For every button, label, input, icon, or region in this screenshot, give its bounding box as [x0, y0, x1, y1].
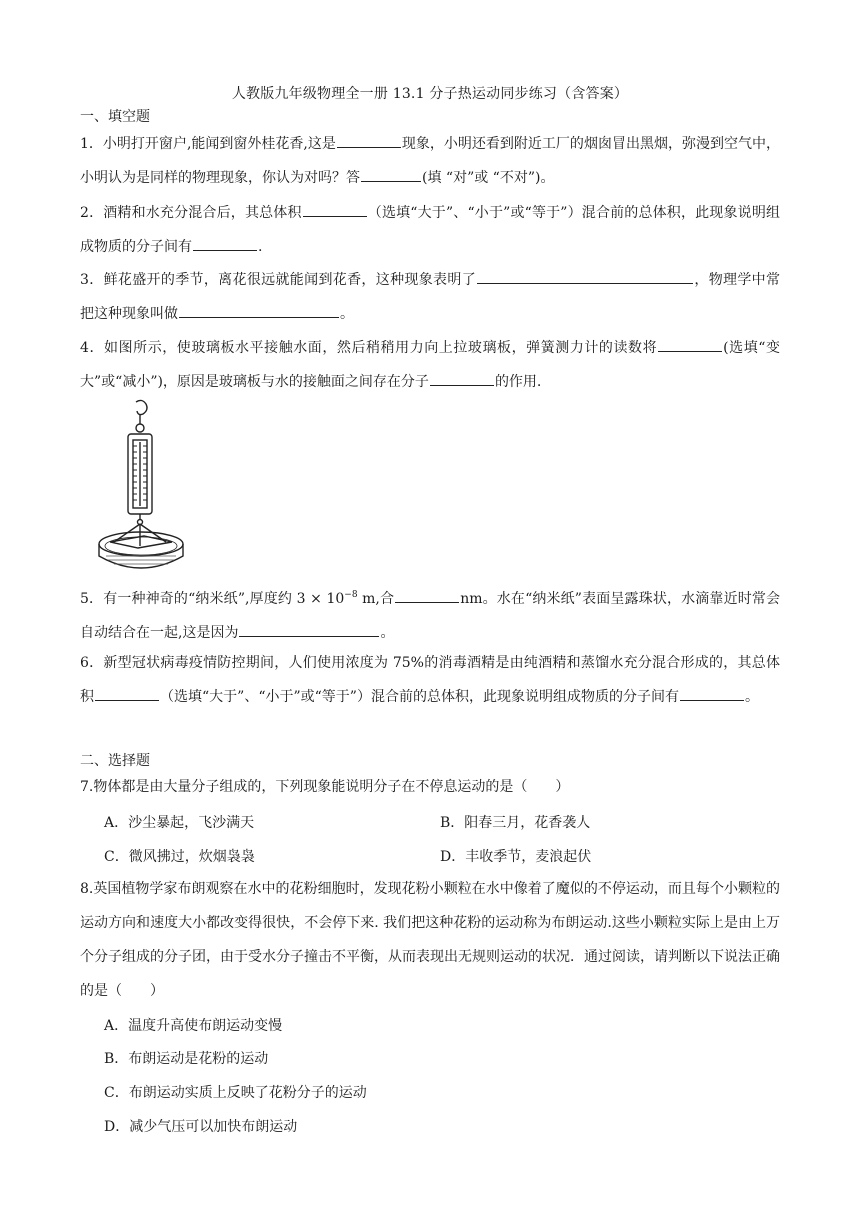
question-3-text-c: 。 [340, 306, 354, 322]
question-7-option-a[interactable]: A．沙尘暴起，飞沙满天 [104, 815, 255, 831]
question-8-stem: 8.英国植物学家布朗观察在水中的花粉细胞时，发现花粉小颗粒在水中像着了魔似的不停运动，而且每个小颗粒的运动方向和速度大小都改变得很快，不会停下来. 我们把这种花粉的运动称为布朗运动.这些小颗粒实际上是由上万个分子组成的分子团，由于受水分子撞击不平衡，从而表现出无规则运动的状况．通过阅读，请判断以下说法正确的是（ ） [80, 881, 780, 999]
question-6 [80, 646, 780, 714]
question-5-blank-2[interactable] [239, 622, 379, 637]
question-3 [80, 263, 780, 331]
question-5-text-c: 。 [380, 625, 395, 641]
question-1-blank-2[interactable] [361, 167, 421, 182]
question-3-blank-1[interactable] [477, 269, 693, 284]
question-4-number: 4． [80, 340, 105, 356]
question-2-text-a: 酒精和水充分混合后，其总体积 [103, 205, 302, 221]
question-6-text-b: （选填“大于”、“小于”或“等于”）混合前的总体积，此现象说明组成物质的分子间有 [160, 689, 679, 705]
question-2-text-c: . [258, 239, 263, 255]
question-4-blank-1[interactable] [658, 337, 722, 352]
question-5-text-a: 有一种神奇的“纳米纸”,厚度约 [103, 591, 293, 607]
question-4-text-a: 如图所示，使玻璃板水平接触水面，然后稍稍用力向上拉玻璃板，弹簧测力计的读数将 [104, 340, 658, 356]
question-6-number: 6． [80, 655, 104, 671]
section-multiple-choice: 二、选择题 [80, 753, 150, 769]
question-2-text-b: （选填“大于”、“小于”或“等于”）混合前的总体积，此现象说明组成物质的分子间有 [80, 205, 780, 255]
question-8-option-a[interactable]: A．温度升高使布朗运动变慢 [104, 1018, 283, 1034]
question-1-text-b: 现象，小明还看到附近工厂的烟囱冒出黑烟，弥漫到空气中，小明认为是同样的物理现象，你认为对吗？答 [80, 136, 780, 186]
question-6-text-c: 。 [744, 689, 759, 705]
question-2 [80, 196, 780, 264]
question-3-text-b: ，物理学中常把这种现象叫做 [80, 272, 781, 322]
question-2-blank-2[interactable] [193, 236, 257, 251]
question-5-math-exponent: −8 [344, 590, 358, 600]
question-7-option-d[interactable]: D．丰收季节，麦浪起伏 [440, 849, 592, 865]
question-2-number: 2． [80, 205, 104, 221]
question-1 [80, 127, 780, 195]
question-1-blank-1[interactable] [337, 133, 401, 148]
question-4-blank-2[interactable] [430, 371, 494, 386]
question-1-text-a: 小明打开窗户,能闻到窗外桂花香,这是 [102, 136, 336, 152]
question-8-option-c[interactable]: C．布朗运动实质上反映了花粉分子的运动 [104, 1085, 367, 1101]
question-6-blank-2[interactable] [680, 686, 744, 701]
spring-scale-figure [96, 396, 196, 572]
question-6-blank-1[interactable] [95, 686, 159, 701]
question-5-blank-1[interactable] [395, 588, 459, 603]
question-8-option-b[interactable]: B．布朗运动是花粉的运动 [104, 1051, 269, 1067]
question-5-math-unit: m,合 [357, 591, 395, 607]
question-4 [80, 331, 780, 399]
question-3-blank-2[interactable] [179, 303, 339, 318]
question-1-number: 1． [80, 136, 103, 152]
question-1-text-c: (填 “对”或 “不对”)。 [422, 170, 555, 186]
page-title: 人教版九年级物理全一册 13.1 分子热运动同步练习（含答案） [231, 86, 629, 102]
question-5-number: 5． [80, 591, 104, 607]
question-7 [80, 770, 780, 804]
question-4-text-c: 的作用. [494, 374, 542, 390]
section-fill-in: 一、填空题 [80, 109, 150, 125]
question-7-stem: 7.物体都是由大量分子组成的，下列现象能说明分子在不停息运动的是（ ） [80, 779, 570, 795]
question-5-math-base: 3 × 10 [296, 591, 345, 607]
question-5 [80, 578, 780, 650]
question-5-text-b: nm。水在“纳米纸”表面呈露珠状，水滴靠近时常会自动结合在一起,这是因为 [80, 591, 781, 641]
question-3-text-a: 鲜花盛开的季节，离花很远就能闻到花香，这种现象表明了 [103, 272, 477, 288]
question-2-blank-1[interactable] [303, 202, 367, 217]
question-4-text-b: (选填“变大”或“减小”)，原因是玻璃板与水的接触面之间存在分子 [80, 340, 780, 390]
question-7-option-c[interactable]: C．微风拂过，炊烟袅袅 [104, 849, 255, 865]
question-6-text-a: 新型冠状病毒疫情防控期间，人们使用浓度为 75%的消毒酒精是由纯酒精和蒸馏水充分混合形成的，其总体积 [80, 655, 780, 705]
question-7-option-b[interactable]: B．阳春三月，花香袭人 [440, 815, 591, 831]
question-3-number: 3． [80, 272, 104, 288]
question-8-option-d[interactable]: D．减少气压可以加快布朗运动 [104, 1119, 298, 1135]
question-8 [80, 872, 780, 1008]
